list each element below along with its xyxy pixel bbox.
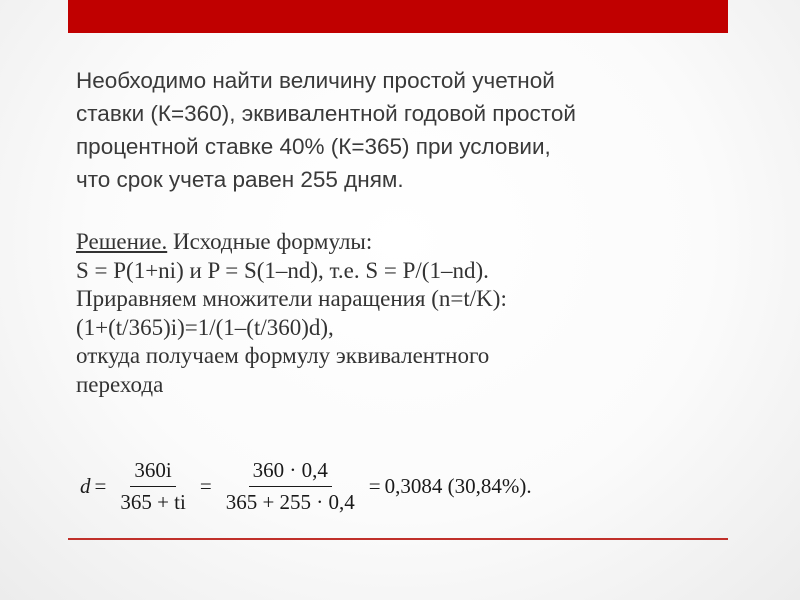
- derive-line-2: перехода: [76, 371, 164, 397]
- equation-line: (1+(t/365)i)=1/(1–(t/360)d),: [76, 314, 334, 340]
- fraction-1-numerator: 360i: [130, 458, 175, 487]
- solution-heading: Решение.: [76, 229, 168, 254]
- fraction-2-numerator: 360 · 0,4: [249, 458, 332, 487]
- problem-line-4: что срок учета равен 255 дням.: [76, 167, 404, 192]
- problem-line-3: процентной ставке 40% (К=365) при условии,: [76, 134, 551, 159]
- formula-result: 0,3084 (30,84%).: [384, 473, 532, 498]
- solution-heading-rest: Исходные формулы:: [167, 229, 373, 254]
- formula-lhs: d: [80, 473, 91, 498]
- problem-line-1: Необходимо найти величину простой учетной: [76, 68, 555, 93]
- fraction-2-denominator: 365 + 255 · 0,4: [225, 489, 355, 514]
- equivalence-formula: [80, 454, 532, 518]
- formula-eq-1: =: [94, 473, 107, 498]
- problem-line-2: ставки (К=360), эквивалентной годовой простой: [76, 101, 576, 126]
- solution-block: [76, 228, 736, 399]
- formula-eq-3: =: [368, 473, 381, 498]
- formulas-line: S = P(1+ni) и P = S(1–nd), т.е. S = P/(1–nd).: [76, 257, 489, 283]
- formula-fraction-1: [116, 458, 190, 515]
- solution-heading-line: [76, 228, 736, 257]
- problem-statement: [76, 64, 736, 196]
- formula-eq-2: =: [199, 473, 212, 498]
- top-accent-bar: [68, 0, 728, 33]
- equate-line: Приравняем множители наращения (n=t/K):: [76, 286, 507, 311]
- fraction-1-denominator: 365 + ti: [120, 489, 186, 514]
- derive-line-1: откуда получаем формулу эквивалентного: [76, 343, 490, 368]
- formula-fraction-2: [222, 458, 359, 515]
- bottom-divider: [68, 538, 728, 540]
